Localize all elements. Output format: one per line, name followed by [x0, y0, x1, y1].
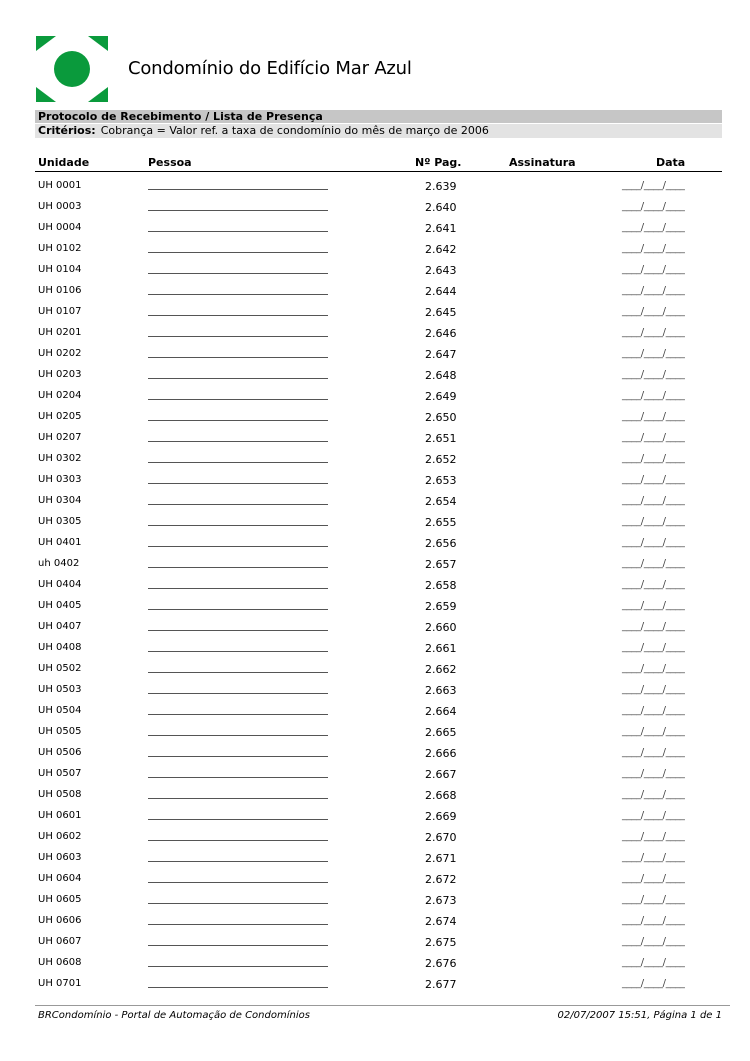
row-date-placeholder: ____/____/____: [622, 348, 685, 359]
row-unit: UH 0203: [38, 369, 82, 380]
table-row: [0, 470, 750, 491]
table-row: [0, 428, 750, 449]
row-pag: 2.649: [425, 390, 457, 403]
row-pag: 2.664: [425, 705, 457, 718]
row-date-placeholder: ____/____/____: [622, 873, 685, 884]
table-row: [0, 197, 750, 218]
row-pag: 2.659: [425, 600, 457, 613]
row-pag: 2.658: [425, 579, 457, 592]
row-unit: UH 0106: [38, 285, 82, 296]
row-date-placeholder: ____/____/____: [622, 663, 685, 674]
row-date-placeholder: ____/____/____: [622, 747, 685, 758]
row-pag: 2.657: [425, 558, 457, 571]
row-unit: UH 0607: [38, 936, 82, 947]
table-row: [0, 260, 750, 281]
row-person-line[interactable]: [148, 315, 328, 316]
row-unit: UH 0303: [38, 474, 82, 485]
table-row: [0, 386, 750, 407]
condominium-logo-icon: [36, 36, 108, 102]
table-row: [0, 512, 750, 533]
row-date-placeholder: ____/____/____: [622, 915, 685, 926]
row-person-line[interactable]: [148, 336, 328, 337]
row-unit: UH 0502: [38, 663, 82, 674]
row-date-placeholder: ____/____/____: [622, 390, 685, 401]
row-date-placeholder: ____/____/____: [622, 831, 685, 842]
row-date-placeholder: ____/____/____: [622, 621, 685, 632]
row-unit: UH 0605: [38, 894, 82, 905]
table-row: [0, 365, 750, 386]
table-row: [0, 827, 750, 848]
protocol-title: Protocolo de Recebimento / Lista de Presença: [35, 110, 722, 123]
row-date-placeholder: ____/____/____: [622, 537, 685, 548]
table-row: [0, 344, 750, 365]
table-row: [0, 932, 750, 953]
row-unit: UH 0302: [38, 453, 82, 464]
criteria-label: Critérios:: [38, 124, 96, 137]
row-person-line[interactable]: [148, 651, 328, 652]
row-person-line[interactable]: [148, 630, 328, 631]
row-date-placeholder: ____/____/____: [622, 705, 685, 716]
row-date-placeholder: ____/____/____: [622, 810, 685, 821]
row-pag: 2.660: [425, 621, 457, 634]
row-date-placeholder: ____/____/____: [622, 558, 685, 569]
row-unit: UH 0504: [38, 705, 82, 716]
row-pag: 2.669: [425, 810, 457, 823]
table-row: [0, 491, 750, 512]
row-person-line[interactable]: [148, 378, 328, 379]
row-person-line[interactable]: [148, 882, 328, 883]
table-row: [0, 764, 750, 785]
row-unit: UH 0506: [38, 747, 82, 758]
row-unit: UH 0407: [38, 621, 82, 632]
row-pag: 2.647: [425, 348, 457, 361]
footer-right: 02/07/2007 15:51, Página 1 de 1: [557, 1010, 722, 1021]
row-pag: 2.654: [425, 495, 457, 508]
row-unit: UH 0602: [38, 831, 82, 842]
row-date-placeholder: ____/____/____: [622, 327, 685, 338]
row-date-placeholder: ____/____/____: [622, 201, 685, 212]
row-unit: UH 0001: [38, 180, 82, 191]
row-pag: 2.646: [425, 327, 457, 340]
row-pag: 2.670: [425, 831, 457, 844]
row-pag: 2.640: [425, 201, 457, 214]
row-person-line[interactable]: [148, 588, 328, 589]
row-unit: UH 0507: [38, 768, 82, 779]
row-date-placeholder: ____/____/____: [622, 516, 685, 527]
row-date-placeholder: ____/____/____: [622, 936, 685, 947]
row-unit: UH 0408: [38, 642, 82, 653]
table-row: [0, 638, 750, 659]
row-unit: UH 0603: [38, 852, 82, 863]
table-row: [0, 575, 750, 596]
row-person-line[interactable]: [148, 420, 328, 421]
row-unit: uh 0402: [38, 558, 80, 569]
row-unit: UH 0508: [38, 789, 82, 800]
row-unit: UH 0405: [38, 600, 82, 611]
row-pag: 2.644: [425, 285, 457, 298]
row-person-line[interactable]: [148, 714, 328, 715]
row-person-line[interactable]: [148, 735, 328, 736]
row-date-placeholder: ____/____/____: [622, 726, 685, 737]
row-pag: 2.641: [425, 222, 457, 235]
row-date-placeholder: ____/____/____: [622, 411, 685, 422]
row-person-line[interactable]: [148, 966, 328, 967]
row-date-placeholder: ____/____/____: [622, 957, 685, 968]
row-pag: 2.661: [425, 642, 457, 655]
row-pag: 2.668: [425, 789, 457, 802]
row-date-placeholder: ____/____/____: [622, 222, 685, 233]
table-row: [0, 848, 750, 869]
row-unit: UH 0606: [38, 915, 82, 926]
row-person-line[interactable]: [148, 693, 328, 694]
row-date-placeholder: ____/____/____: [622, 600, 685, 611]
column-header-person: Pessoa: [148, 156, 192, 169]
table-row: [0, 449, 750, 470]
row-person-line[interactable]: [148, 441, 328, 442]
column-header-signature: Assinatura: [509, 156, 576, 169]
table-row: [0, 974, 750, 995]
row-pag: 2.645: [425, 306, 457, 319]
row-unit: UH 0003: [38, 201, 82, 212]
row-person-line[interactable]: [148, 924, 328, 925]
row-person-line[interactable]: [148, 756, 328, 757]
row-unit: UH 0305: [38, 516, 82, 527]
row-person-line[interactable]: [148, 567, 328, 568]
row-date-placeholder: ____/____/____: [622, 285, 685, 296]
row-date-placeholder: ____/____/____: [622, 474, 685, 485]
table-row: [0, 554, 750, 575]
table-row: [0, 701, 750, 722]
row-person-line[interactable]: [148, 609, 328, 610]
row-pag: 2.648: [425, 369, 457, 382]
row-date-placeholder: ____/____/____: [622, 684, 685, 695]
table-row: [0, 596, 750, 617]
row-pag: 2.655: [425, 516, 457, 529]
row-date-placeholder: ____/____/____: [622, 579, 685, 590]
row-unit: UH 0207: [38, 432, 82, 443]
table-row: [0, 890, 750, 911]
column-header-date: Data: [656, 156, 686, 169]
row-pag: 2.653: [425, 474, 457, 487]
row-unit: UH 0204: [38, 390, 82, 401]
table-row: [0, 680, 750, 701]
row-person-line[interactable]: [148, 777, 328, 778]
row-pag: 2.656: [425, 537, 457, 550]
row-unit: UH 0202: [38, 348, 82, 359]
row-pag: 2.665: [425, 726, 457, 739]
row-person-line[interactable]: [148, 987, 328, 988]
row-unit: UH 0404: [38, 579, 82, 590]
row-unit: UH 0608: [38, 957, 82, 968]
column-header-pag: Nº Pag.: [415, 156, 462, 169]
table-row: [0, 407, 750, 428]
row-person-line[interactable]: [148, 504, 328, 505]
row-pag: 2.672: [425, 873, 457, 886]
table-row: [0, 239, 750, 260]
table-row: [0, 869, 750, 890]
criteria-bar: [35, 124, 722, 138]
row-pag: 2.642: [425, 243, 457, 256]
row-person-line[interactable]: [148, 903, 328, 904]
row-date-placeholder: ____/____/____: [622, 453, 685, 464]
row-pag: 2.663: [425, 684, 457, 697]
row-date-placeholder: ____/____/____: [622, 264, 685, 275]
row-pag: 2.671: [425, 852, 457, 865]
row-unit: UH 0201: [38, 327, 82, 338]
row-pag: 2.651: [425, 432, 457, 445]
row-unit: UH 0107: [38, 306, 82, 317]
row-person-line[interactable]: [148, 189, 328, 190]
table-row: [0, 218, 750, 239]
row-unit: UH 0604: [38, 873, 82, 884]
row-person-line[interactable]: [148, 483, 328, 484]
row-person-line[interactable]: [148, 357, 328, 358]
row-unit: UH 0505: [38, 726, 82, 737]
row-person-line[interactable]: [148, 672, 328, 673]
row-person-line[interactable]: [148, 273, 328, 274]
table-row: [0, 617, 750, 638]
row-date-placeholder: ____/____/____: [622, 369, 685, 380]
page-title: Condomínio do Edifício Mar Azul: [128, 58, 412, 79]
row-unit: UH 0304: [38, 495, 82, 506]
footer-left: BRCondomínio - Portal de Automação de Condomínios: [38, 1010, 310, 1021]
header-rule: [35, 171, 722, 172]
row-date-placeholder: ____/____/____: [622, 894, 685, 905]
row-pag: 2.639: [425, 180, 457, 193]
row-person-line[interactable]: [148, 945, 328, 946]
row-unit: UH 0205: [38, 411, 82, 422]
row-pag: 2.643: [425, 264, 457, 277]
row-person-line[interactable]: [148, 861, 328, 862]
row-pag: 2.662: [425, 663, 457, 676]
row-date-placeholder: ____/____/____: [622, 243, 685, 254]
row-pag: 2.666: [425, 747, 457, 760]
row-date-placeholder: ____/____/____: [622, 495, 685, 506]
row-person-line[interactable]: [148, 525, 328, 526]
row-pag: 2.677: [425, 978, 457, 991]
row-date-placeholder: ____/____/____: [622, 306, 685, 317]
row-unit: UH 0503: [38, 684, 82, 695]
row-pag: 2.673: [425, 894, 457, 907]
row-date-placeholder: ____/____/____: [622, 852, 685, 863]
row-person-line[interactable]: [148, 399, 328, 400]
row-unit: UH 0104: [38, 264, 82, 275]
table-row: [0, 323, 750, 344]
row-person-line[interactable]: [148, 798, 328, 799]
row-person-line[interactable]: [148, 546, 328, 547]
table-row: [0, 806, 750, 827]
row-person-line[interactable]: [148, 252, 328, 253]
row-date-placeholder: ____/____/____: [622, 978, 685, 989]
row-person-line[interactable]: [148, 840, 328, 841]
table-row: [0, 281, 750, 302]
row-date-placeholder: ____/____/____: [622, 180, 685, 191]
row-pag: 2.676: [425, 957, 457, 970]
row-unit: UH 0401: [38, 537, 82, 548]
table-row: [0, 743, 750, 764]
footer-rule: [35, 1005, 730, 1006]
row-unit: UH 0004: [38, 222, 82, 233]
table-row: [0, 302, 750, 323]
table-row: [0, 785, 750, 806]
row-pag: 2.675: [425, 936, 457, 949]
row-person-line[interactable]: [148, 294, 328, 295]
row-pag: 2.674: [425, 915, 457, 928]
attendance-list: [0, 176, 750, 995]
table-row: [0, 911, 750, 932]
row-person-line[interactable]: [148, 210, 328, 211]
row-pag: 2.652: [425, 453, 457, 466]
row-person-line[interactable]: [148, 462, 328, 463]
table-row: [0, 659, 750, 680]
row-pag: 2.667: [425, 768, 457, 781]
row-date-placeholder: ____/____/____: [622, 642, 685, 653]
table-row: [0, 722, 750, 743]
row-pag: 2.650: [425, 411, 457, 424]
row-date-placeholder: ____/____/____: [622, 789, 685, 800]
row-unit: UH 0601: [38, 810, 82, 821]
column-header-unit: Unidade: [38, 156, 90, 169]
criteria-value: Cobrança = Valor ref. a taxa de condomínio do mês de março de 2006: [100, 124, 489, 137]
row-date-placeholder: ____/____/____: [622, 432, 685, 443]
table-row: [0, 953, 750, 974]
row-person-line[interactable]: [148, 819, 328, 820]
row-date-placeholder: ____/____/____: [622, 768, 685, 779]
row-unit: UH 0102: [38, 243, 82, 254]
table-row: [0, 533, 750, 554]
table-row: [0, 176, 750, 197]
row-person-line[interactable]: [148, 231, 328, 232]
row-unit: UH 0701: [38, 978, 82, 989]
